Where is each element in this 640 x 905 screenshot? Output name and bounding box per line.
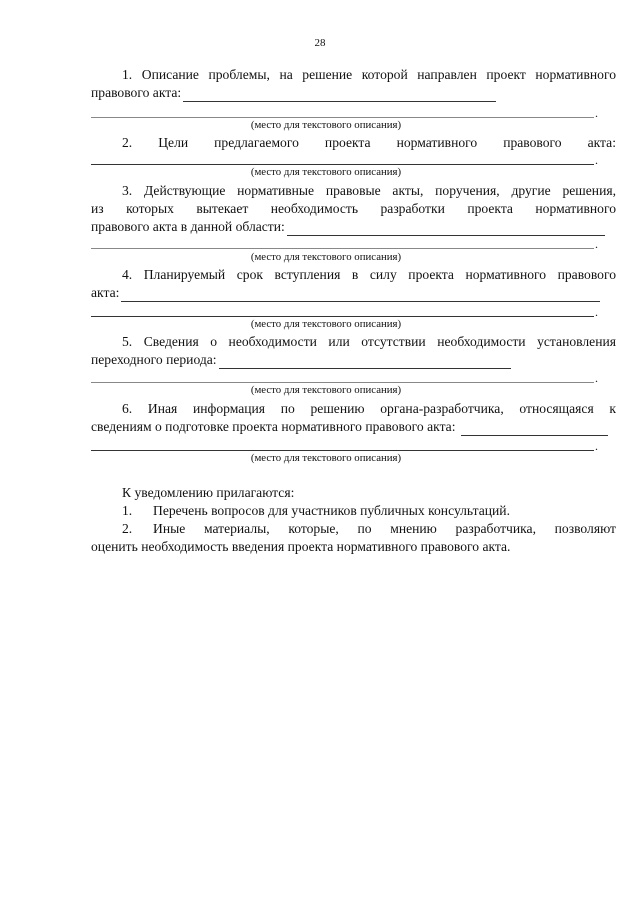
- section-2-word: проекта: [324, 135, 371, 150]
- attachments-heading: К уведомлению прилагаются:: [122, 485, 295, 500]
- section-6-line-1: 6. Иная информация по решению органа-разработчика, относящаяся к: [122, 401, 616, 416]
- section-3-caption: (место для текстового описания): [250, 251, 402, 263]
- section-2-line-1: [122, 134, 616, 152]
- section-4-label: акта:: [91, 285, 120, 300]
- section-5-label: переходного периода:: [91, 352, 217, 367]
- attachment-item-text: Иные материалы, которые, по мнению разработчика, позволяют: [153, 521, 616, 536]
- line-end-mark: .: [595, 106, 598, 120]
- attachment-item-1: [122, 502, 616, 520]
- section-4-answer-line[interactable]: [91, 316, 594, 317]
- section-5-line-2: [91, 351, 511, 369]
- section-3-label: правового акта в данной области:: [91, 219, 285, 234]
- section-3-answer-field[interactable]: [287, 222, 605, 236]
- attachment-item-2: [122, 520, 616, 538]
- section-5-answer-line[interactable]: [91, 382, 594, 383]
- section-4-answer-field[interactable]: [121, 288, 600, 302]
- section-5-answer-field[interactable]: [219, 355, 511, 369]
- attachment-item-number: 1.: [122, 503, 133, 518]
- section-2-answer-line[interactable]: [91, 164, 594, 165]
- section-4-line-1: 4. Планируемый срок вступления в силу проекта нормативного правового: [122, 267, 616, 282]
- section-4-caption: (место для текстового описания): [250, 318, 402, 330]
- line-end-mark: .: [595, 153, 598, 167]
- section-3-line-1: 3. Действующие нормативные правовые акты, поручения, другие решения,: [122, 183, 616, 198]
- section-1-line-2: [91, 84, 496, 102]
- section-1-answer-field[interactable]: [183, 88, 496, 102]
- section-2-word: Цели: [158, 135, 189, 150]
- section-4-line-2: [91, 284, 600, 302]
- section-1-caption: (место для текстового описания): [250, 119, 402, 131]
- section-1-line-1: 1. Описание проблемы, на решение которой направлен проект нормативного: [122, 67, 616, 82]
- section-6-line-2: [91, 418, 608, 436]
- line-end-mark: .: [595, 305, 598, 319]
- section-2-word: 2.: [122, 135, 133, 150]
- section-1-answer-line[interactable]: [91, 117, 594, 118]
- line-end-mark: .: [595, 237, 598, 251]
- attachment-item-number: 2.: [122, 521, 133, 536]
- section-2-word: нормативного: [396, 135, 478, 150]
- line-end-mark: .: [595, 439, 598, 453]
- page-number: 28: [314, 37, 326, 49]
- section-6-label: сведениям о подготовке проекта нормативного правового акта:: [91, 419, 456, 434]
- section-5-caption: (место для текстового описания): [250, 384, 402, 396]
- line-end-mark: .: [595, 371, 598, 385]
- section-6-answer-line[interactable]: [91, 450, 594, 451]
- section-2-word: предлагаемого: [214, 135, 299, 150]
- section-6-caption: (место для текстового описания): [250, 452, 402, 464]
- section-2-caption: (место для текстового описания): [250, 166, 402, 178]
- section-2-word: правового: [503, 135, 562, 150]
- section-3-answer-line[interactable]: [91, 248, 594, 249]
- attachment-item-2-continuation: оценить необходимость введения проекта нормативного правового акта.: [91, 539, 511, 554]
- section-3-line-2: из которых вытекает необходимость разработки проекта нормативного: [91, 201, 616, 216]
- attachment-item-text: Перечень вопросов для участников публичных консультаций.: [153, 503, 510, 518]
- section-2-word: акта:: [587, 135, 616, 150]
- section-6-answer-field[interactable]: [461, 422, 608, 436]
- section-3-line-3: [91, 218, 605, 236]
- section-5-line-1: 5. Сведения о необходимости или отсутствии необходимости установления: [122, 334, 616, 349]
- section-1-label: правового акта:: [91, 85, 182, 100]
